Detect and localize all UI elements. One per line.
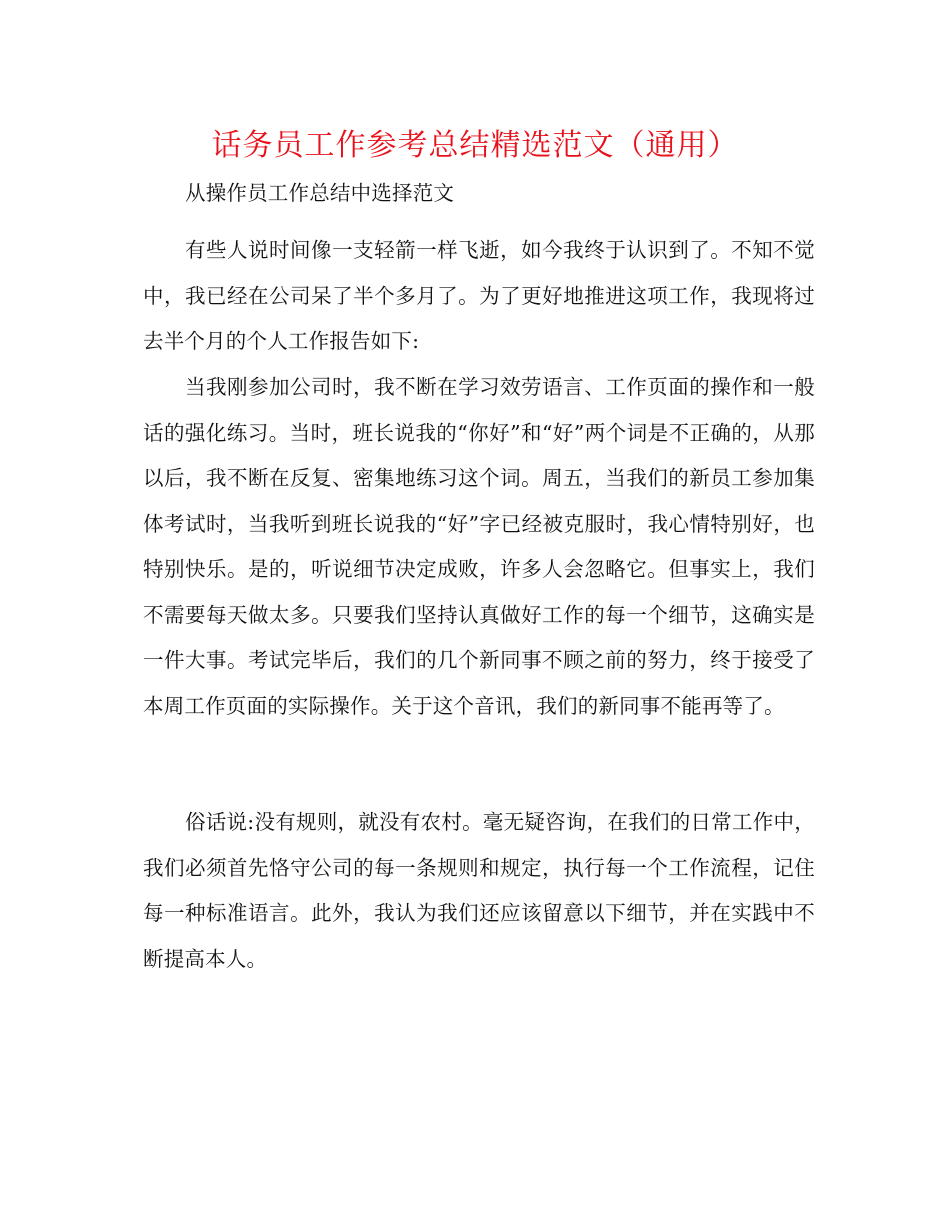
paragraph-1: 有些人说时间像一支轻箭一样飞逝，如今我终于认识到了。不知不觉中，我已经在公司呆了半个多月了。为了更好地推进这项工作，我现将过去半个月的个人工作报告如下: [143,238,815,353]
document-subtitle: 从操作员工作总结中选择范文 [185,181,455,205]
document-title: 话务员工作参考总结精选范文（通用） [211,128,739,163]
paragraph-2: 当我刚参加公司时，我不断在学习效劳语言、工作页面的操作和一般话的强化练习。当时，班长说我的“你好”和“好”两个词是不正确的，从那以后，我不断在反复、密集地练习这个词。周五，当我们的新员工参加集体考试时，当我听到班长说我的“好”字已经被克服时，我心情特别好，也特别快乐。是的，听说细节决定成败，许多人会忽略它。但事实上，我们不需要每天做太多。只要我们坚持认真做好工作的每一个细节，这确实是一件大事。考试完毕后，我们的几个新同事不顾之前的努力，终于接受了本周工作页面的实际操作。关于这个音讯，我们的新同事不能再等了。 [143,375,815,718]
paragraph-3: 俗话说:没有规则，就没有农村。毫无疑咨询，在我们的日常工作中，我们必须首先恪守公司的每一条规则和规定，执行每一个工作流程，记住每一种标准语言。此外，我认为我们还应该留意以下细节，并在实践中不断提高本人。 [143,810,815,971]
